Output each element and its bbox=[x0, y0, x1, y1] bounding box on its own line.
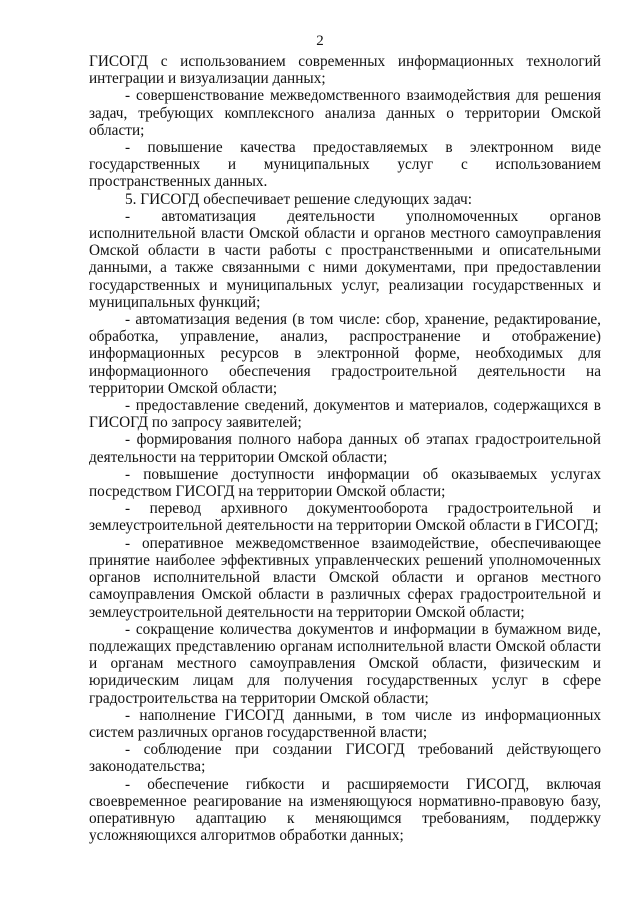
paragraph: - повышение доступности информации об оказываемых услугах посредством ГИСОГД на территории Омской области; bbox=[89, 465, 601, 501]
paragraph: - повышение качества предоставляемых в электронном виде государственных и муниципальных услуг с использованием пространственных данных. bbox=[89, 139, 601, 191]
paragraph: - наполнение ГИСОГД данными, в том числе из информационных систем различных органов государственной власти; bbox=[89, 706, 601, 741]
paragraph: - оперативное межведомственное взаимодействие, обеспечивающее принятие наиболее эффективных управленческих решений уполномоченных органов исполнительной власти Омской области и органов местного самоуправления Омской области в различных сферах градостроительной и землеустроительной деятельности на территории Омской области; bbox=[89, 534, 601, 621]
paragraph: - автоматизация ведения (в том числе: сбор, хранение, редактирование, обработка, управление, анализ, распространение и отображение) информационных ресурсов в электронной форме, необходимых для информационного обеспечения градостроительной деятельности на территории Омской области; bbox=[89, 311, 601, 397]
paragraph: - формирования полного набора данных об этапах градостроительной деятельности на территории Омской области; bbox=[89, 431, 601, 466]
paragraph: - перевод архивного документооборота градостроительной и землеустроительной деятельности на территории Омской области в ГИСОГД; bbox=[89, 500, 601, 535]
paragraph: - обеспечение гибкости и расширяемости ГИСОГД, включая своевременное реагирование на изменяющуюся нормативно-правовую базу, оперативную адаптацию к меняющимся требованиям, поддержку усложняющихся алгоритмов обработки данных; bbox=[89, 775, 601, 845]
paragraph: - совершенствование межведомственного взаимодействия для решения задач, требующих комплексного анализа данных о территории Омской области; bbox=[89, 87, 601, 139]
page-number: 2 bbox=[316, 33, 324, 49]
paragraph: ГИСОГД с использованием современных информационных технологий интеграции и визуализации данных; bbox=[89, 53, 601, 88]
paragraph: - сокращение количества документов и информации в бумажном виде, подлежащих представлению органам исполнительной власти Омской области и органам местного самоуправления Омской области, физическим и юридическим лицам для получения государственных услуг в сфере градостроительства на территории Омской области; bbox=[89, 620, 601, 707]
paragraph: - автоматизация деятельности уполномоченных органов исполнительной власти Омской области и органов местного самоуправления Омской области в части работы с пространственными и описательными данными, а также связанными с ними документами, при предоставлении государственных и муниципальных услуг, реализации государственных и муниципальных функций; bbox=[89, 207, 601, 311]
paragraph: 5. ГИСОГД обеспечивает решение следующих задач: bbox=[125, 190, 473, 208]
paragraph: - предоставление сведений, документов и материалов, содержащихся в ГИСОГД по запросу заявителей; bbox=[89, 397, 601, 432]
paragraph: - соблюдение при создании ГИСОГД требований действующего законодательства; bbox=[89, 741, 601, 776]
document-body bbox=[89, 53, 601, 844]
